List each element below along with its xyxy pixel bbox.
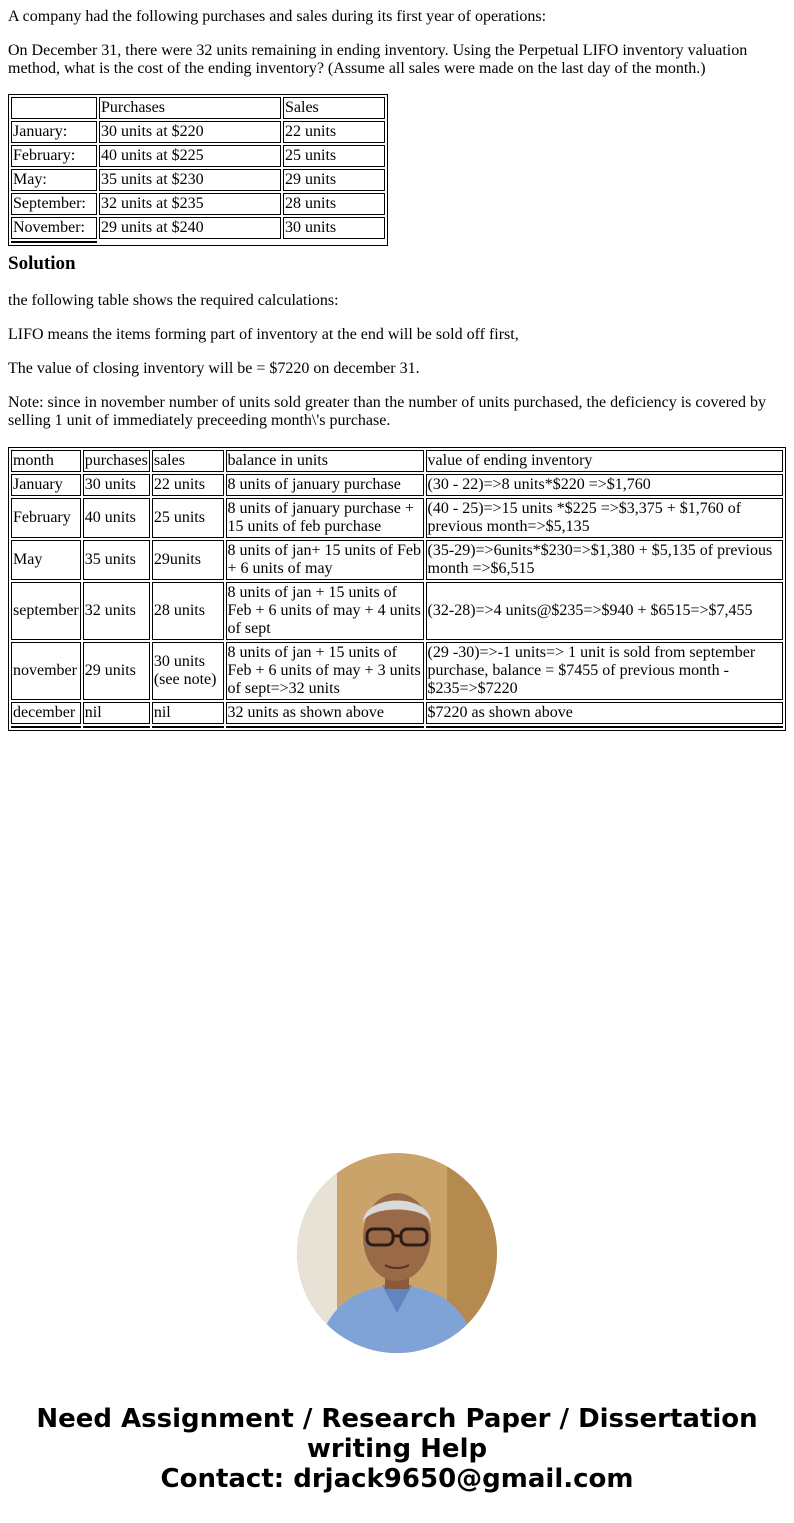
table-cell: 32 units [83,582,150,640]
table-header-cell: Sales [283,97,385,119]
table-cell: 25 units [283,145,385,167]
table-cell: 8 units of jan + 15 units of Feb + 6 units of may + 4 units of sept [226,582,424,640]
banner-line: Need Assignment / Research Paper / Dissertation [36,1404,758,1434]
table-cell: 30 units (see note) [152,642,224,700]
table-cell: February: [11,145,97,167]
table-cell: 25 units [152,498,224,538]
table-cell: september [11,582,81,640]
table-cell: november [11,642,81,700]
table-cell: (35-29)=>6units*$230=>$1,380 + $5,135 of previous month =>$6,515 [426,540,783,580]
table-header-row [11,97,385,119]
author-avatar [297,1153,497,1353]
lifo-calculation-table [8,447,786,731]
table-row [11,121,385,143]
table-cell: November: [11,217,97,239]
table-header-row [11,450,783,472]
table-cell: 32 units as shown above [226,702,424,724]
table-empty-row [11,241,385,243]
table-empty-cell [11,726,81,728]
table-cell: May [11,540,81,580]
table-empty-cell [283,241,385,243]
table-cell: 29units [152,540,224,580]
table-header-cell: sales [152,450,224,472]
table-cell: May: [11,169,97,191]
table-header-cell [11,97,97,119]
table-cell: 30 units [283,217,385,239]
table-row [11,169,385,191]
solution-note: Note: since in november number of units sold greater than the number of units purchased, the deficiency is covered by selling 1 unit of immediately preceeding month\'s purchase. [8,394,766,429]
table-empty-row [11,726,783,728]
table-cell: (32-28)=>4 units@$235=>$940 + $6515=>$7,455 [426,582,783,640]
table-header-cell: balance in units [226,450,424,472]
table-empty-cell [152,726,224,728]
question-intro: A company had the following purchases and sales during its first year of operations: [8,8,547,25]
table-empty-cell [83,726,150,728]
table-cell: 32 units at $235 [99,193,281,215]
table-cell: (40 - 25)=>15 units *$225 =>$3,375 + $1,760 of previous month=>$5,135 [426,498,783,538]
table-cell: 8 units of jan + 15 units of Feb + 6 units of may + 3 units of sept=>32 units [226,642,424,700]
table-empty-cell [11,241,97,243]
table-cell: 29 units [283,169,385,191]
table-empty-cell [426,726,783,728]
table-header-cell: month [11,450,81,472]
table-row [11,702,783,724]
table-cell: 8 units of january purchase [226,474,424,496]
table-cell: 22 units [152,474,224,496]
table-cell: nil [152,702,224,724]
table-cell: $7220 as shown above [426,702,783,724]
table-row [11,217,385,239]
table-cell: January: [11,121,97,143]
question-text: On December 31, there were 32 units remaining in ending inventory. Using the Perpetual LIFO inventory valuation method, what is the cost of the ending inventory? (Assume all sales were made on the last day of the month.) [8,42,748,77]
table-cell: 29 units at $240 [99,217,281,239]
table-cell: nil [83,702,150,724]
table-row [11,540,783,580]
table-row [11,582,783,640]
table-cell: 35 units [83,540,150,580]
table-cell: 35 units at $230 [99,169,281,191]
table-cell: September: [11,193,97,215]
contact-email: Contact: drjack9650@gmail.com [160,1464,634,1494]
table-cell: 8 units of january purchase + 15 units of feb purchase [226,498,424,538]
table-row [11,642,783,700]
table-cell: december [11,702,81,724]
banner-line: writing Help [306,1434,488,1464]
table-row [11,498,783,538]
solution-paragraph: The value of closing inventory will be = $7220 on december 31. [8,360,420,377]
contact-banner [0,1404,794,1494]
solution-paragraph: LIFO means the items forming part of inventory at the end will be sold off first, [8,326,519,343]
table-cell: (29 -30)=>-1 units=> 1 unit is sold from september purchase, balance = $7455 of previous month - $235=>$7220 [426,642,783,700]
table-cell: 29 units [83,642,150,700]
table-cell: 30 units [83,474,150,496]
table-cell: 28 units [152,582,224,640]
table-cell: 30 units at $220 [99,121,281,143]
table-empty-cell [99,241,281,243]
table-cell: 28 units [283,193,385,215]
table-cell: January [11,474,81,496]
table-header-cell: Purchases [99,97,281,119]
table-row [11,145,385,167]
table-empty-cell [226,726,424,728]
author-portrait-image [297,1153,497,1353]
table-cell: 22 units [283,121,385,143]
purchases-sales-table [8,94,388,246]
solution-heading: Solution [8,253,76,274]
table-row [11,193,385,215]
solution-paragraph: the following table shows the required calculations: [8,292,339,309]
table-cell: 40 units [83,498,150,538]
table-cell: February [11,498,81,538]
table-cell: 8 units of jan+ 15 units of Feb + 6 units of may [226,540,424,580]
table-row [11,474,783,496]
table-header-cell: value of ending inventory [426,450,783,472]
table-cell: (30 - 22)=>8 units*$220 =>$1,760 [426,474,783,496]
table-cell: 40 units at $225 [99,145,281,167]
table-header-cell: purchases [83,450,150,472]
